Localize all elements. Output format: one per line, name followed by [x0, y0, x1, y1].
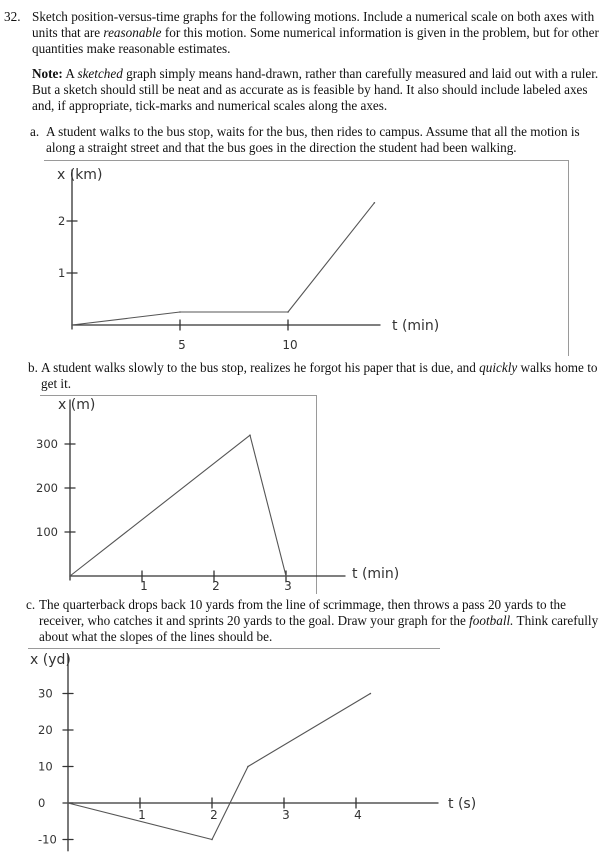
- x-tick-label: 1: [138, 808, 146, 822]
- part-c-label: c.: [26, 597, 36, 612]
- y-axis-label: x (m): [58, 397, 96, 413]
- x-tick-label: 3: [282, 808, 290, 822]
- y-axis-label: x (yd): [30, 652, 71, 668]
- part-a-text: A student walks to the bus stop, waits for the bus, then rides to campus. Assume that all the motion is along a straight street and that the bus goes in the direction the student had been walking.: [46, 124, 580, 155]
- x-tick-label: 10: [282, 338, 298, 352]
- data-point: [247, 766, 249, 768]
- data-segment: [248, 694, 370, 767]
- y-tick-label: 1: [58, 266, 66, 280]
- y-tick-label: -10: [38, 832, 57, 847]
- x-axis-label: t (min): [392, 318, 440, 334]
- y-tick-label: 2: [58, 214, 66, 228]
- data-point: [67, 802, 69, 804]
- part-a-label: a.: [30, 124, 40, 139]
- x-axis-label: t (s): [448, 796, 477, 812]
- x-tick-label: 3: [284, 579, 292, 593]
- part-c-text: The quarterback drops back 10 yards from the line of scrimmage, then throws a pass 20 yards to the receiver, who catches it and sprints 20 yards to the goal. Draw your graph for the football. Think carefully about what the slopes of the lines should be.: [39, 597, 599, 644]
- y-tick-label: 200: [36, 481, 58, 495]
- y-axis-label: x (km): [57, 167, 103, 183]
- x-tick-label: 2: [212, 579, 220, 593]
- x-tick-label: 2: [210, 808, 218, 822]
- problem-number: 32.: [4, 9, 21, 24]
- y-tick-label: 100: [36, 525, 58, 539]
- part-b-text: A student walks slowly to the bus stop, realizes he forgot his paper that is due, and quickly walks home to get it.: [41, 360, 598, 391]
- y-tick-label: 0: [38, 796, 46, 810]
- data-point: [211, 839, 213, 841]
- x-tick-label: 4: [354, 808, 362, 822]
- x-axis-label: t (min): [352, 566, 400, 582]
- y-tick-label: 30: [38, 686, 53, 701]
- note-paragraph: Note: A sketched graph simply means hand-drawn, rather than carefully measured and laid out with a ruler. But a sketch should still be neat and as accurate as is feasible by hand. It also should include labeled axes and, if appropriate, tick-marks and numerical scales along the axes.: [32, 66, 599, 113]
- data-point: [370, 693, 372, 695]
- x-tick-label: 1: [140, 579, 148, 593]
- problem-intro: Sketch position-versus-time graphs for the following motions. Include a numerical scale on both axes with units that are reasonable for this motion. Some numerical information is given in the problem, but for other quantities make reasonable estimates.: [32, 9, 599, 56]
- y-tick-label: 20: [38, 723, 53, 737]
- y-tick-label: 10: [38, 759, 53, 774]
- y-tick-label: 300: [36, 437, 58, 451]
- part-b-label: b.: [28, 360, 38, 375]
- x-tick-label: 5: [178, 338, 186, 352]
